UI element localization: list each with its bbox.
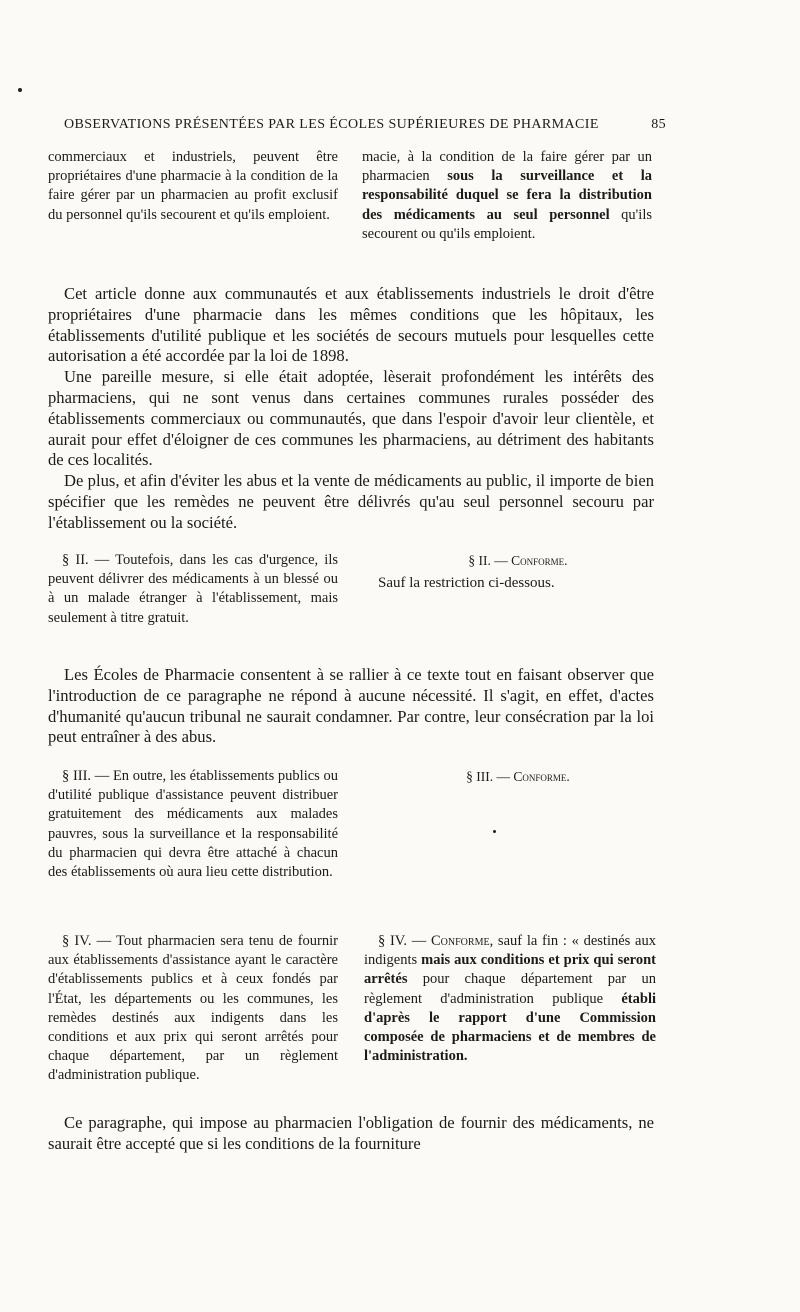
section-4-verdict-label: Conforme,: [431, 933, 494, 949]
top-left-column: [48, 148, 338, 225]
running-header: [64, 117, 666, 133]
commentary-block-1: [48, 284, 654, 534]
section-4-text: § IV. — Tout pharmacien sera tenu de fournir aux établissements d'assistance ayant le caractère d'établissements publics et à ceux fondés par l'État, les départements ou les communes, les remèdes destinés aux indigents dans les conditions et aux prix qui seront arrêtés pour chaque département, par un règlement d'administration publique.: [48, 933, 338, 1084]
section-3-verdict-prefix: § III. —: [466, 769, 514, 784]
header-title: OBSERVATIONS PRÉSENTÉES PAR LES ÉCOLES SUPÉRIEURES DE PHARMACIE: [64, 117, 599, 132]
section-2-verdict-prefix: § II. —: [468, 553, 512, 568]
top-right-text-start: macie, à la condition de la faire gérer par un pharmacien: [362, 149, 652, 185]
section-4-verdict-text-a: sauf la fin : « destinés aux indigents: [364, 933, 656, 969]
section-4-verdict-bold-2: établi d'après le rapport d'une Commission composée de pharmaciens et de membres de l'administration.: [364, 990, 656, 1065]
top-right-text-bold: sous la surveillance et la responsabilité duquel se fera la distribution des médicaments au seul personnel: [362, 168, 652, 223]
section-3-verdict: [378, 767, 658, 786]
paragraph: Les Écoles de Pharmacie consentent à se rallier à ce texte tout en faisant observer que l'introduction de ce paragraphe ne répond à aucune nécessité. Il s'agit, en effet, d'actes d'humanité qu'aucun tribunal ne saurait condamner. Par contre, leur consécration par la loi peut entraîner à des abus.: [48, 665, 654, 747]
section-4-right: [364, 932, 656, 1066]
section-4-verdict-prefix: § IV. —: [378, 933, 431, 949]
section-3-right: [378, 767, 658, 786]
section-2-verdict-label: Conforme.: [511, 553, 568, 568]
section-2-text: § II. — Toutefois, dans les cas d'urgence, ils peuvent délivrer des médicaments à un blessé ou à un malade étranger à l'établissement, mais seulement à titre gratuit.: [48, 552, 338, 626]
paragraph: Ce paragraphe, qui impose au pharmacien l'obligation de fournir des médicaments, ne saurait être accepté que si les conditions de la fourniture: [48, 1113, 654, 1153]
commentary-block-3: [48, 1113, 654, 1155]
top-left-text: commerciaux et industriels, peuvent être propriétaires d'une pharmacie à la condition de la faire gérer par un pharmacien au profit exclusif du personnel qu'ils secourent et qu'ils emploient.: [48, 149, 338, 223]
ink-speck: [493, 830, 496, 833]
paragraph: De plus, et afin d'éviter les abus et la vente de médicaments au public, il importe de bien spécifier que les remèdes ne peuvent être délivrés qu'au seul personnel secouru par l'établissement ou la société.: [48, 471, 654, 532]
section-2-right: [378, 551, 658, 593]
page-number: 85: [651, 117, 666, 132]
top-right-text-end: qu'ils secourent ou qu'ils emploient.: [362, 206, 652, 242]
ink-speck: [18, 88, 22, 92]
section-3-verdict-label: Conforme.: [513, 769, 570, 784]
paragraph: Cet article donne aux communautés et aux établissements industriels le droit d'être propriétaires d'une pharmacie dans les mêmes conditions que les hôpitaux, les établissements d'utilité publique et les sociétés de secours mutuels pour lesquelles cette autorisation a été accordée par la loi de 1898.: [48, 284, 654, 366]
section-4-verdict: [364, 932, 656, 1066]
section-2-note: Sauf la restriction ci-dessous.: [378, 575, 555, 592]
section-2-left: [48, 551, 338, 628]
section-3-text: § III. — En outre, les établissements publics ou d'utilité publique d'assistance peuvent distribuer gratuitement des médicaments aux malades pauvres, sous la surveillance et la responsabilité du pharmacien qui devra être attaché à chacun des établissements où aura lieu cette distribution.: [48, 768, 338, 881]
section-4-verdict-text-c: pour chaque département par un règlement d'administration publique: [364, 971, 656, 1007]
section-4-verdict-bold-1: mais aux conditions et prix qui seront arrêtés: [364, 952, 656, 988]
commentary-block-2: [48, 665, 654, 748]
section-4-left: [48, 932, 338, 1086]
paragraph: Une pareille mesure, si elle était adoptée, lèserait profondément les intérêts des pharmaciens, qui ne sont venus dans certaines communes rurales posséder des établissements commerciaux ou communautés, que dans l'espoir d'avoir leur clientèle, et aurait pour effet d'éloigner de ces communes les pharmaciens, au détriment des habitants de ces localités.: [48, 367, 654, 470]
section-2-verdict: [378, 551, 658, 570]
top-right-column: [362, 148, 652, 244]
section-3-left: [48, 767, 338, 882]
top-right-text: [362, 148, 652, 244]
